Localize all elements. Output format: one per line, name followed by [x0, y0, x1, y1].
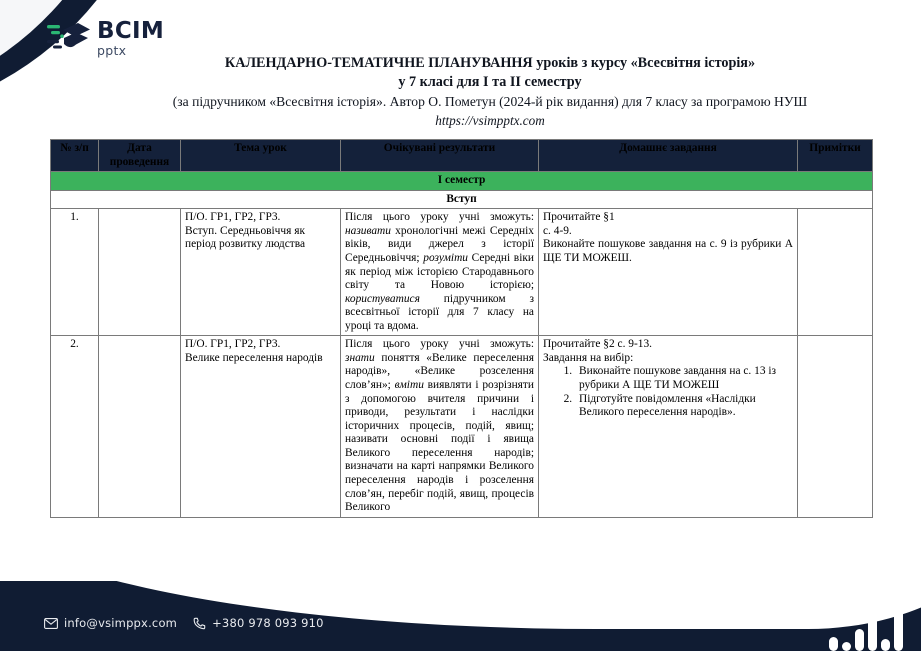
column-header-date: Дата проведення — [99, 140, 181, 172]
table-row — [51, 336, 873, 517]
heading-line-2: у 7 класі для I та II семестру — [398, 74, 582, 91]
brand-logo — [46, 20, 164, 58]
column-header-topic: Тема урок — [181, 140, 341, 172]
results-text-1: Після цього уроку учні зможуть: — [345, 211, 534, 224]
cell-homework — [539, 209, 798, 336]
heading-website-url: https://vsimpptx.com — [435, 112, 545, 128]
cell-homework — [539, 336, 798, 517]
calendar-thematic-planning-table — [50, 139, 873, 518]
homework-line-1: Прочитайте §2 с. 9-13. — [543, 338, 653, 351]
results-emphasis-2: вміти — [394, 379, 424, 391]
decoration-bar — [881, 639, 890, 651]
graduation-cap-icon — [46, 20, 90, 57]
homework-option-list — [565, 365, 793, 419]
column-header-expected-results: Очікувані результати — [341, 140, 539, 172]
cell-date — [99, 336, 181, 517]
cell-expected-results — [341, 209, 539, 336]
footer-email[interactable] — [44, 616, 177, 630]
column-header-homework: Домашнє завдання — [539, 140, 798, 172]
phone-icon — [193, 617, 206, 630]
results-text-1: Після цього уроку учні зможуть: — [345, 338, 534, 351]
results-emphasis-2: розуміти — [423, 251, 468, 264]
cell-topic — [181, 209, 341, 336]
column-header-notes: Примітки — [798, 140, 873, 172]
topic-line-1: П/О. ГР1, ГР2, ГР3. — [185, 211, 281, 224]
table-header-row — [51, 140, 873, 172]
section-label: Вступ — [51, 190, 873, 209]
results-text-2: поняття «Велике переселення народів», «Велике розселення слов’ян»; — [345, 351, 534, 391]
decoration-bar — [894, 601, 903, 651]
footer-phone-text: +380 978 093 910 — [212, 616, 324, 630]
cell-notes — [798, 336, 873, 517]
results-text-3: Середні віки як період між історією Стародавнього світу та Новою історією; — [345, 251, 534, 292]
results-emphasis-1: називати — [345, 224, 391, 237]
semester-banner-row — [51, 172, 873, 191]
results-text-4: підручником з всесвітньої історії для 7 класу на уроці та вдома. — [345, 292, 534, 332]
results-emphasis-3: користуватися — [345, 292, 420, 305]
homework-option-item: 1. Виконайте пошукове завдання на с. 13 із рубрики А ЩЕ ТИ МОЖЕШ — [575, 365, 793, 392]
homework-line-1: Прочитайте §1 — [543, 211, 615, 224]
semester-label: I семестр — [51, 172, 873, 191]
table-row — [51, 209, 873, 336]
homework-line-2: с. 4-9. — [543, 224, 572, 237]
footer-phone[interactable] — [193, 616, 324, 630]
logo-primary-text: ВСІМ — [97, 18, 165, 44]
topic-line-2: Вступ. Середньовіччя як період розвитку людства — [185, 224, 306, 251]
decoration-bar — [842, 642, 851, 651]
results-text-3: виявляти і розрізняти з допомогою вчителя причини і приводи, результати і наслідки історичних процесів, подій, явищ; називати основні події і явища Великого переселення народів; визначати на карті напрямки Великого переселення народів і розселення слов’ян, перебіг подій, явищ, процесів Великого — [345, 379, 534, 514]
homework-line-3: Виконайте пошукове завдання на с. 9 із рубрики А ЩЕ ТИ МОЖЕШ. — [543, 238, 793, 264]
cell-number: 2. — [51, 336, 99, 517]
column-header-number: № з/п — [51, 140, 99, 172]
heading-line-1: КАЛЕНДАРНО-ТЕМАТИЧНЕ ПЛАНУВАННЯ уроків з курсу «Всесвітня історія» — [224, 55, 756, 71]
results-text-2: хронологічні межі Середніх віків, види джерел з історії Середньовіччя; — [345, 224, 534, 264]
decoration-bar — [855, 629, 864, 651]
document-heading — [120, 54, 860, 130]
cell-number: 1. — [51, 209, 99, 336]
bar-chart-decoration — [829, 595, 903, 651]
cell-expected-results — [341, 336, 539, 517]
cell-notes — [798, 209, 873, 336]
topic-line-1: П/О. ГР1, ГР2, ГР3. — [185, 338, 281, 351]
results-emphasis-1: знати — [345, 351, 375, 364]
decoration-bar — [868, 611, 877, 651]
footer-email-text: info@vsimppx.com — [64, 616, 178, 630]
homework-line-2: Завдання на вибір: — [543, 351, 634, 364]
footer-contact-info — [44, 616, 324, 630]
decoration-bar — [829, 637, 838, 651]
homework-option-item: 2. Підготуйте повідомлення «Наслідки Великого переселення народів». — [575, 393, 793, 420]
cell-topic — [181, 336, 341, 517]
cell-date — [99, 209, 181, 336]
section-row — [51, 190, 873, 209]
logo-secondary-text: pptx — [97, 43, 127, 58]
envelope-icon — [44, 618, 58, 629]
topic-line-2: Велике переселення народів — [185, 351, 323, 364]
heading-line-3: (за підручником «Всесвітня історія». Автор О. Пометун (2024-й рік видання) для 7 класу за програмою НУШ — [172, 94, 808, 110]
